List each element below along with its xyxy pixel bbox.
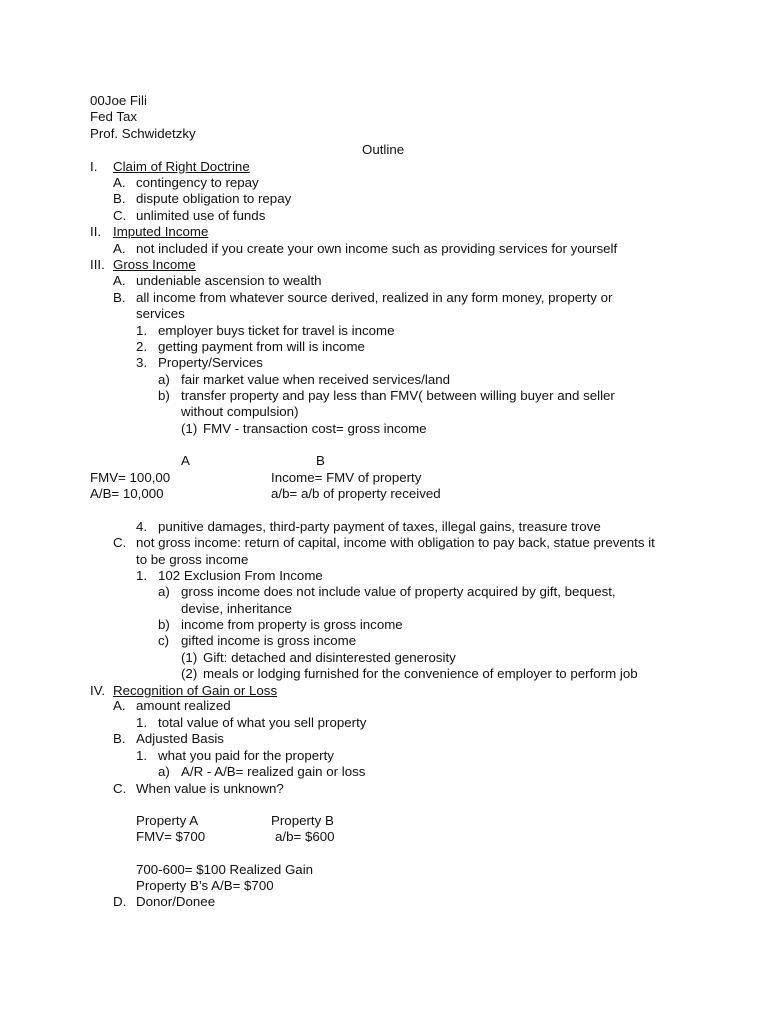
section-marker: II. (90, 224, 102, 239)
item-marker: a) (158, 372, 170, 387)
calculation-line: 700-600= $100 Realized Gain (136, 862, 314, 877)
outline-item: Adjusted Basis (136, 731, 224, 746)
outline-item-continuation: devise, inheritance (181, 601, 292, 616)
item-marker: A. (113, 698, 126, 713)
section-heading: Imputed Income (113, 224, 209, 239)
item-marker: A. (113, 175, 126, 190)
item-marker: a) (158, 764, 170, 779)
table-cell: Property A (136, 813, 199, 828)
outline-item: Donor/Donee (136, 894, 216, 909)
outline-item: fair market value when received services/land (181, 372, 451, 387)
outline-item: amount realized (136, 698, 231, 713)
table-cell: a/b= a/b of property received (271, 486, 441, 501)
outline-item: undeniable ascension to wealth (136, 273, 322, 288)
course-line: Fed Tax (90, 109, 138, 124)
item-marker: (2) (181, 666, 198, 681)
item-marker: 2. (136, 339, 148, 354)
section-heading: Gross Income (113, 257, 196, 272)
item-marker: a) (158, 584, 170, 599)
item-marker: c) (158, 633, 170, 648)
outline-item: punitive damages, third-party payment of taxes, illegal gains, treasure trove (158, 519, 601, 534)
column-header-a: A (181, 453, 190, 468)
outline-item-continuation: services (136, 306, 185, 321)
table-cell: a/b= $600 (275, 829, 335, 844)
document-title: Outline (362, 142, 405, 157)
outline-item: gross income does not include value of property acquired by gift, bequest, (181, 584, 616, 599)
outline-item: employer buys ticket for travel is income (158, 323, 395, 338)
author-line: 00Joe Fili (90, 93, 147, 108)
section-heading: Claim of Right Doctrine (113, 159, 250, 174)
outline-item: total value of what you sell property (158, 715, 367, 730)
table-cell: A/B= 10,000 (90, 486, 164, 501)
table-cell: Property B (271, 813, 334, 828)
item-marker: 1. (136, 748, 148, 763)
item-marker: 4. (136, 519, 148, 534)
outline-item: transfer property and pay less than FMV( between willing buyer and seller (181, 388, 615, 403)
outline-item: When value is unknown? (136, 781, 284, 796)
outline-item: 102 Exclusion From Income (158, 568, 323, 583)
professor-line: Prof. Schwidetzky (90, 126, 196, 141)
item-marker: 1. (136, 715, 148, 730)
item-marker: C. (113, 781, 127, 796)
section-marker: III. (90, 257, 105, 272)
outline-item: meals or lodging furnished for the convenience of employer to perform job (203, 666, 638, 681)
table-cell: FMV= 100,00 (90, 470, 171, 485)
item-marker: D. (113, 894, 127, 909)
table-cell: FMV= $700 (136, 829, 206, 844)
item-marker: (1) (181, 650, 198, 665)
table-cell: Income= FMV of property (271, 470, 422, 485)
outline-item: not gross income: return of capital, income with obligation to pay back, statue prevents it (136, 535, 655, 550)
section-heading: Recognition of Gain or Loss (113, 683, 278, 698)
outline-item: dispute obligation to repay (136, 191, 292, 206)
outline-item: FMV - transaction cost= gross income (203, 421, 427, 436)
outline-item: A/R - A/B= realized gain or loss (181, 764, 366, 779)
outline-item: Property/Services (158, 355, 263, 370)
outline-item: contingency to repay (136, 175, 259, 190)
item-marker: 1. (136, 323, 148, 338)
outline-item: unlimited use of funds (136, 208, 266, 223)
item-marker: (1) (181, 421, 198, 436)
item-marker: A. (113, 273, 126, 288)
item-marker: B. (113, 731, 126, 746)
outline-item: not included if you create your own income such as providing services for yourself (136, 241, 618, 256)
item-marker: A. (113, 241, 126, 256)
outline-item-continuation: without compulsion) (181, 404, 299, 419)
item-marker: B. (113, 290, 126, 305)
section-marker: I. (90, 159, 98, 174)
outline-item: Gift: detached and disinterested generosity (203, 650, 456, 665)
outline-item: what you paid for the property (158, 748, 334, 763)
item-marker: b) (158, 617, 170, 632)
outline-item: getting payment from will is income (158, 339, 365, 354)
item-marker: 3. (136, 355, 148, 370)
calculation-line: Property B’s A/B= $700 (136, 878, 274, 893)
outline-item-continuation: to be gross income (136, 552, 249, 567)
item-marker: 1. (136, 568, 148, 583)
outline-item: gifted income is gross income (181, 633, 357, 648)
section-marker: IV. (90, 683, 106, 698)
item-marker: B. (113, 191, 126, 206)
item-marker: b) (158, 388, 170, 403)
item-marker: C. (113, 208, 127, 223)
column-header-b: B (316, 453, 325, 468)
outline-item: income from property is gross income (181, 617, 403, 632)
outline-item: all income from whatever source derived, realized in any form money, property or (136, 290, 613, 305)
item-marker: C. (113, 535, 127, 550)
